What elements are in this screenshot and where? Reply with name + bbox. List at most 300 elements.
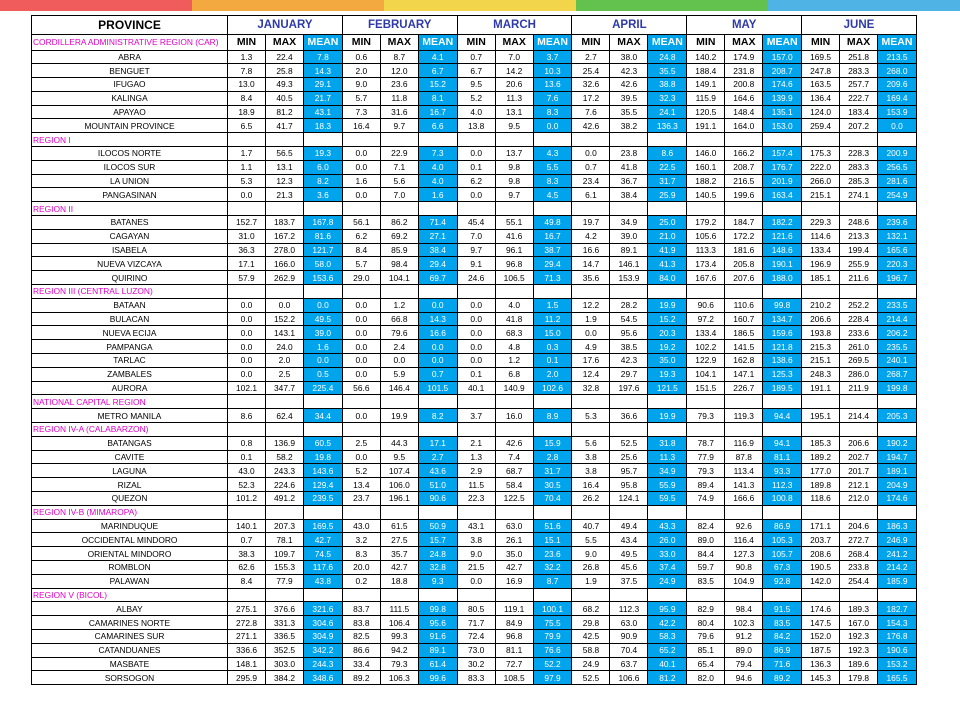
max-cell: 37.5 <box>610 574 648 588</box>
max-cell: 252.2 <box>840 298 878 312</box>
table-row <box>32 326 917 340</box>
min-cell: 89.0 <box>687 533 725 547</box>
table-row <box>32 602 917 616</box>
mean-cell: 239.5 <box>304 492 343 506</box>
mean-cell: 7.8 <box>304 50 343 64</box>
empty-cell <box>457 423 495 437</box>
mean-cell: 8.1 <box>418 91 457 105</box>
mean-cell: 169.5 <box>304 519 343 533</box>
min-cell: 0.0 <box>228 298 266 312</box>
mean-cell: 190.1 <box>763 257 802 271</box>
max-cell: 251.8 <box>840 50 878 64</box>
max-cell: 104.9 <box>725 574 763 588</box>
mean-cell: 81.1 <box>763 450 802 464</box>
province-name: NUEVA VIZCAYA <box>32 257 228 271</box>
mean-cell: 50.9 <box>418 519 457 533</box>
mean-cell: 117.6 <box>304 560 343 574</box>
min-cell: 40.1 <box>457 381 495 395</box>
region-row <box>32 202 917 216</box>
max-cell: 208.7 <box>725 160 763 174</box>
min-cell: 14.7 <box>572 257 610 271</box>
min-cell: 7.3 <box>342 105 380 119</box>
max-cell: 9.7 <box>495 188 533 202</box>
max-cell: 38.2 <box>610 119 648 133</box>
min-cell: 133.4 <box>802 243 840 257</box>
province-name: ROMBLON <box>32 560 228 574</box>
max-cell: 36.6 <box>610 409 648 423</box>
accent-segment <box>576 0 768 11</box>
max-cell: 192.3 <box>840 643 878 657</box>
max-cell: 38.0 <box>610 50 648 64</box>
mean-cell: 8.7 <box>533 574 572 588</box>
min-cell: 9.0 <box>572 547 610 561</box>
mean-cell: 79.9 <box>533 629 572 643</box>
min-cell: 6.2 <box>457 174 495 188</box>
min-cell: 195.1 <box>802 409 840 423</box>
mean-cell: 19.3 <box>304 147 343 161</box>
empty-cell <box>380 588 418 602</box>
max-cell: 22.4 <box>266 50 304 64</box>
mean-cell: 7.3 <box>418 147 457 161</box>
min-cell: 0.0 <box>342 450 380 464</box>
column-header-mean: MEAN <box>648 35 687 51</box>
max-cell: 261.0 <box>840 340 878 354</box>
mean-cell: 81.2 <box>648 671 687 685</box>
max-cell: 140.9 <box>495 381 533 395</box>
min-cell: 0.0 <box>572 147 610 161</box>
max-cell: 9.8 <box>495 160 533 174</box>
min-cell: 124.0 <box>802 105 840 119</box>
column-header-min: MIN <box>457 35 495 51</box>
mean-cell: 8.3 <box>533 174 572 188</box>
min-cell: 16.4 <box>342 119 380 133</box>
max-cell: 179.8 <box>840 671 878 685</box>
max-cell: 27.5 <box>380 533 418 547</box>
min-cell: 196.9 <box>802 257 840 271</box>
mean-cell: 51.0 <box>418 478 457 492</box>
table-row <box>32 436 917 450</box>
region-label: REGION IV-A (CALABARZON) <box>32 423 228 437</box>
max-cell: 167.2 <box>266 229 304 243</box>
max-cell: 5.6 <box>380 174 418 188</box>
mean-cell: 61.4 <box>418 657 457 671</box>
mean-cell: 41.9 <box>648 243 687 257</box>
max-cell: 54.5 <box>610 312 648 326</box>
max-cell: 207.6 <box>725 271 763 285</box>
max-cell: 201.7 <box>840 464 878 478</box>
mean-cell: 9.3 <box>418 574 457 588</box>
min-cell: 5.7 <box>342 257 380 271</box>
empty-cell <box>572 423 610 437</box>
province-name: QUIRINO <box>32 271 228 285</box>
empty-cell <box>687 505 725 519</box>
min-cell: 13.4 <box>342 478 380 492</box>
min-cell: 142.0 <box>802 574 840 588</box>
min-cell: 179.2 <box>687 216 725 230</box>
table-row <box>32 91 917 105</box>
empty-cell <box>266 588 304 602</box>
empty-cell <box>304 202 343 216</box>
empty-cell <box>763 285 802 299</box>
min-cell: 188.4 <box>687 64 725 78</box>
column-header-min: MIN <box>802 35 840 51</box>
month-header: MAY <box>687 16 802 35</box>
min-cell: 16.6 <box>572 243 610 257</box>
max-cell: 39.0 <box>610 229 648 243</box>
min-cell: 83.8 <box>342 616 380 630</box>
mean-cell: 24.8 <box>418 547 457 561</box>
min-cell: 271.1 <box>228 629 266 643</box>
empty-cell <box>610 505 648 519</box>
min-cell: 0.8 <box>228 436 266 450</box>
min-cell: 3.8 <box>572 464 610 478</box>
mean-cell: 49.5 <box>304 312 343 326</box>
month-header: APRIL <box>572 16 687 35</box>
mean-cell: 89.1 <box>418 643 457 657</box>
max-cell: 141.5 <box>725 340 763 354</box>
empty-cell <box>342 505 380 519</box>
mean-cell: 52.2 <box>533 657 572 671</box>
min-cell: 151.5 <box>687 381 725 395</box>
min-cell: 32.8 <box>572 381 610 395</box>
mean-cell: 169.4 <box>878 91 917 105</box>
max-cell: 6.8 <box>495 367 533 381</box>
min-cell: 152.0 <box>802 629 840 643</box>
mean-cell: 214.4 <box>878 312 917 326</box>
province-name: LAGUNA <box>32 464 228 478</box>
province-name: ALBAY <box>32 602 228 616</box>
min-cell: 136.4 <box>802 91 840 105</box>
max-cell: 196.1 <box>380 492 418 506</box>
min-cell: 38.3 <box>228 547 266 561</box>
min-cell: 167.6 <box>687 271 725 285</box>
empty-cell <box>380 395 418 409</box>
max-cell: 213.3 <box>840 229 878 243</box>
region-label: NATIONAL CAPITAL REGION <box>32 395 228 409</box>
empty-cell <box>572 395 610 409</box>
max-cell: 106.4 <box>380 616 418 630</box>
column-header-min: MIN <box>228 35 266 51</box>
max-cell: 352.5 <box>266 643 304 657</box>
mean-cell: 101.5 <box>418 381 457 395</box>
max-cell: 166.6 <box>725 492 763 506</box>
min-cell: 0.0 <box>342 354 380 368</box>
max-cell: 257.7 <box>840 78 878 92</box>
province-name: CAMARINES SUR <box>32 629 228 643</box>
min-cell: 152.7 <box>228 216 266 230</box>
max-cell: 331.3 <box>266 616 304 630</box>
mean-cell: 16.7 <box>533 229 572 243</box>
empty-cell <box>648 588 687 602</box>
min-cell: 1.6 <box>342 174 380 188</box>
empty-cell <box>495 505 533 519</box>
column-header-mean: MEAN <box>418 35 457 51</box>
max-cell: 63.0 <box>610 616 648 630</box>
min-cell: 0.1 <box>228 450 266 464</box>
mean-cell: 37.4 <box>648 560 687 574</box>
min-cell: 73.0 <box>457 643 495 657</box>
max-cell: 22.9 <box>380 147 418 161</box>
min-cell: 4.9 <box>572 340 610 354</box>
min-cell: 118.6 <box>802 492 840 506</box>
column-header-mean: MEAN <box>533 35 572 51</box>
empty-cell <box>228 285 266 299</box>
empty-cell <box>457 285 495 299</box>
min-cell: 0.0 <box>342 160 380 174</box>
empty-cell <box>725 395 763 409</box>
mean-cell: 38.8 <box>648 78 687 92</box>
min-cell: 74.9 <box>687 492 725 506</box>
table-row <box>32 243 917 257</box>
mean-cell: 4.1 <box>418 50 457 64</box>
min-cell: 113.3 <box>687 243 725 257</box>
min-cell: 6.7 <box>457 64 495 78</box>
mean-cell: 239.6 <box>878 216 917 230</box>
min-cell: 59.7 <box>687 560 725 574</box>
max-cell: 228.4 <box>840 312 878 326</box>
max-cell: 212.1 <box>840 478 878 492</box>
max-cell: 94.6 <box>725 671 763 685</box>
empty-cell <box>418 588 457 602</box>
max-cell: 58.2 <box>266 450 304 464</box>
empty-cell <box>418 423 457 437</box>
mean-cell: 81.6 <box>304 229 343 243</box>
mean-cell: 153.0 <box>763 119 802 133</box>
mean-cell: 38.7 <box>533 243 572 257</box>
table-row <box>32 367 917 381</box>
table-row <box>32 547 917 561</box>
mean-cell: 0.0 <box>418 340 457 354</box>
min-cell: 229.3 <box>802 216 840 230</box>
mean-cell: 71.4 <box>418 216 457 230</box>
mean-cell: 6.6 <box>418 119 457 133</box>
min-cell: 24.9 <box>572 657 610 671</box>
min-cell: 12.2 <box>572 298 610 312</box>
empty-cell <box>648 285 687 299</box>
max-cell: 224.6 <box>266 478 304 492</box>
mean-cell: 32.3 <box>648 91 687 105</box>
empty-cell <box>840 133 878 147</box>
max-cell: 79.4 <box>725 657 763 671</box>
min-cell: 72.4 <box>457 629 495 643</box>
min-cell: 57.9 <box>228 271 266 285</box>
max-cell: 211.9 <box>840 381 878 395</box>
mean-cell: 205.3 <box>878 409 917 423</box>
max-cell: 5.9 <box>380 367 418 381</box>
min-cell: 24.6 <box>457 271 495 285</box>
max-cell: 347.7 <box>266 381 304 395</box>
max-cell: 81.1 <box>495 643 533 657</box>
max-cell: 11.3 <box>495 91 533 105</box>
min-cell: 0.0 <box>228 188 266 202</box>
min-cell: 29.0 <box>342 271 380 285</box>
empty-cell <box>687 285 725 299</box>
mean-cell: 190.2 <box>878 436 917 450</box>
mean-cell: 165.5 <box>878 671 917 685</box>
min-cell: 13.8 <box>457 119 495 133</box>
mean-cell: 26.0 <box>648 533 687 547</box>
min-cell: 5.2 <box>457 91 495 105</box>
table-row <box>32 105 917 119</box>
max-cell: 98.4 <box>380 257 418 271</box>
empty-cell <box>418 285 457 299</box>
max-cell: 24.0 <box>266 340 304 354</box>
max-cell: 38.5 <box>610 340 648 354</box>
mean-cell: 86.9 <box>763 643 802 657</box>
min-cell: 33.4 <box>342 657 380 671</box>
empty-cell <box>763 505 802 519</box>
mean-cell: 7.6 <box>533 91 572 105</box>
empty-cell <box>802 133 840 147</box>
min-cell: 3.8 <box>457 533 495 547</box>
max-cell: 155.3 <box>266 560 304 574</box>
empty-cell <box>304 588 343 602</box>
max-cell: 164.6 <box>725 91 763 105</box>
max-cell: 228.3 <box>840 147 878 161</box>
min-cell: 71.7 <box>457 616 495 630</box>
table-row <box>32 533 917 547</box>
table-row <box>32 574 917 588</box>
min-cell: 8.4 <box>228 91 266 105</box>
max-cell: 9.5 <box>495 119 533 133</box>
min-cell: 43.1 <box>457 519 495 533</box>
max-cell: 63.0 <box>495 519 533 533</box>
empty-cell <box>533 133 572 147</box>
min-cell: 2.7 <box>572 50 610 64</box>
empty-cell <box>802 395 840 409</box>
empty-cell <box>342 395 380 409</box>
max-cell: 119.3 <box>725 409 763 423</box>
max-cell: 384.2 <box>266 671 304 685</box>
empty-cell <box>648 202 687 216</box>
mean-cell: 95.9 <box>648 602 687 616</box>
empty-cell <box>687 423 725 437</box>
min-cell: 9.1 <box>457 257 495 271</box>
mean-cell: 25.9 <box>648 188 687 202</box>
min-cell: 171.1 <box>802 519 840 533</box>
min-cell: 0.0 <box>457 312 495 326</box>
max-cell: 9.5 <box>380 450 418 464</box>
min-cell: 0.0 <box>228 312 266 326</box>
max-cell: 89.0 <box>725 643 763 657</box>
header-columns-row <box>32 35 917 51</box>
mean-cell: 19.9 <box>648 409 687 423</box>
province-name: MASBATE <box>32 657 228 671</box>
empty-cell <box>418 505 457 519</box>
mean-cell: 49.8 <box>533 216 572 230</box>
table-row <box>32 340 917 354</box>
max-cell: 106.0 <box>380 478 418 492</box>
max-cell: 212.0 <box>840 492 878 506</box>
mean-cell: 15.0 <box>533 326 572 340</box>
min-cell: 21.5 <box>457 560 495 574</box>
mean-cell: 204.9 <box>878 478 917 492</box>
min-cell: 52.3 <box>228 478 266 492</box>
min-cell: 8.4 <box>228 574 266 588</box>
max-cell: 61.5 <box>380 519 418 533</box>
mean-cell: 213.5 <box>878 50 917 64</box>
max-cell: 25.6 <box>610 450 648 464</box>
empty-cell <box>725 505 763 519</box>
min-cell: 203.7 <box>802 533 840 547</box>
month-header: JANUARY <box>228 16 343 35</box>
max-cell: 285.3 <box>840 174 878 188</box>
min-cell: 6.2 <box>342 229 380 243</box>
province-name: ILOCOS NORTE <box>32 147 228 161</box>
min-cell: 65.4 <box>687 657 725 671</box>
min-cell: 26.2 <box>572 492 610 506</box>
max-cell: 23.6 <box>380 78 418 92</box>
header-months-row <box>32 16 917 35</box>
min-cell: 259.4 <box>802 119 840 133</box>
min-cell: 0.0 <box>342 188 380 202</box>
max-cell: 0.0 <box>380 354 418 368</box>
min-cell: 114.6 <box>802 229 840 243</box>
mean-cell: 100.8 <box>763 492 802 506</box>
mean-cell: 134.7 <box>763 312 802 326</box>
empty-cell <box>610 395 648 409</box>
min-cell: 5.2 <box>342 464 380 478</box>
empty-cell <box>648 423 687 437</box>
mean-cell: 348.6 <box>304 671 343 685</box>
mean-cell: 206.2 <box>878 326 917 340</box>
mean-cell: 4.5 <box>533 188 572 202</box>
mean-cell: 342.2 <box>304 643 343 657</box>
empty-cell <box>457 505 495 519</box>
empty-cell <box>687 588 725 602</box>
max-cell: 40.5 <box>266 91 304 105</box>
min-cell: 272.8 <box>228 616 266 630</box>
min-cell: 31.0 <box>228 229 266 243</box>
max-cell: 18.8 <box>380 574 418 588</box>
mean-cell: 0.3 <box>533 340 572 354</box>
max-cell: 214.4 <box>840 409 878 423</box>
empty-cell <box>763 395 802 409</box>
mean-cell: 10.3 <box>533 64 572 78</box>
table-row <box>32 78 917 92</box>
min-cell: 89.2 <box>342 671 380 685</box>
table-row <box>32 519 917 533</box>
max-cell: 95.7 <box>610 464 648 478</box>
province-name: ORIENTAL MINDORO <box>32 547 228 561</box>
mean-cell: 19.2 <box>648 340 687 354</box>
mean-cell: 70.4 <box>533 492 572 506</box>
empty-cell <box>533 505 572 519</box>
min-cell: 82.4 <box>687 519 725 533</box>
mean-cell: 31.7 <box>533 464 572 478</box>
min-cell: 0.0 <box>228 326 266 340</box>
max-cell: 29.7 <box>610 367 648 381</box>
mean-cell: 125.3 <box>763 367 802 381</box>
mean-cell: 0.7 <box>418 367 457 381</box>
province-name: MOUNTAIN PROVINCE <box>32 119 228 133</box>
mean-cell: 189.1 <box>878 464 917 478</box>
mean-cell: 71.3 <box>533 271 572 285</box>
mean-cell: 21.0 <box>648 229 687 243</box>
empty-cell <box>802 285 840 299</box>
min-cell: 0.0 <box>572 326 610 340</box>
region-label: REGION II <box>32 202 228 216</box>
mean-cell: 30.5 <box>533 478 572 492</box>
max-cell: 136.9 <box>266 436 304 450</box>
max-cell: 35.7 <box>380 547 418 561</box>
empty-cell <box>610 423 648 437</box>
max-cell: 204.6 <box>840 519 878 533</box>
min-cell: 0.0 <box>457 574 495 588</box>
min-cell: 13.0 <box>228 78 266 92</box>
min-cell: 175.3 <box>802 147 840 161</box>
mean-cell: 153.6 <box>304 271 343 285</box>
